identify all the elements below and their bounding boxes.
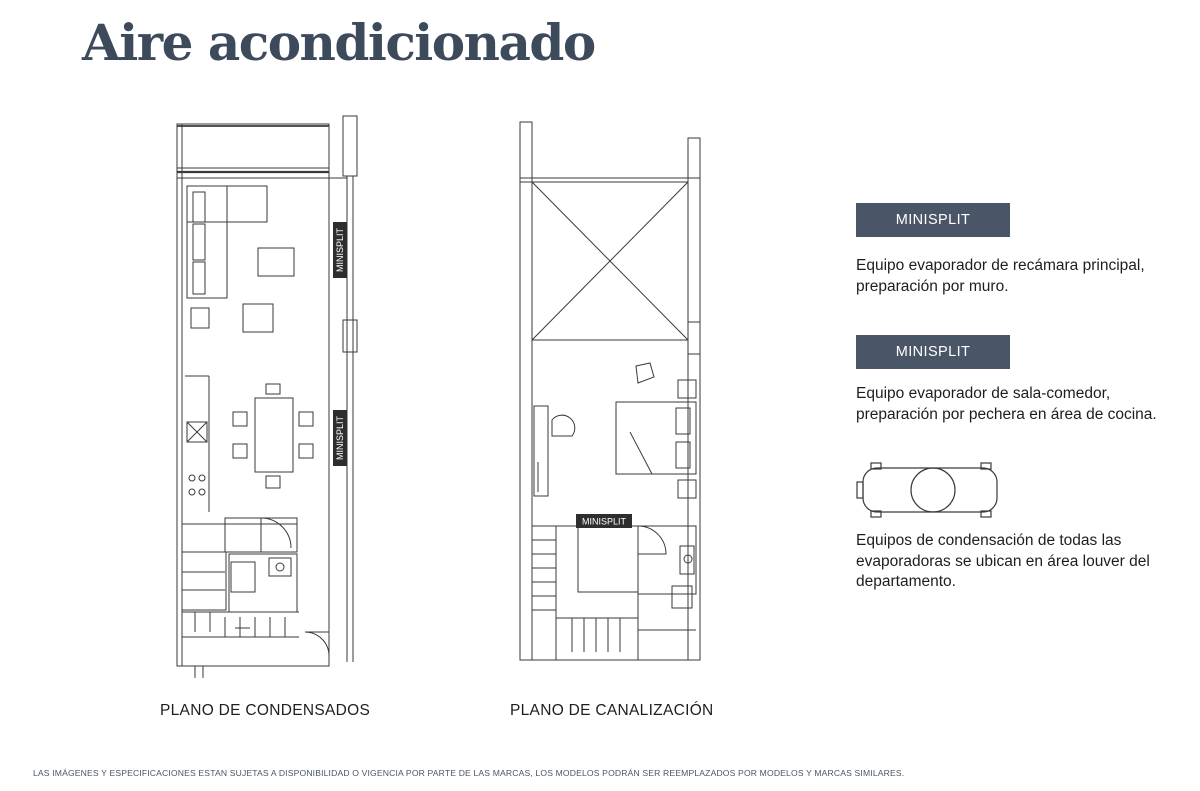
condensados-floor-plan — [165, 112, 365, 688]
svg-text:MINISPLIT: MINISPLIT — [335, 415, 346, 461]
minisplit-label-living — [333, 410, 347, 466]
legend-description-3: Equipos de condensación de todas las evaporadoras se ubican en área louver del departamento. — [856, 532, 1150, 590]
page-title: Aire acondicionado — [82, 13, 595, 72]
legend-description-2: Equipo evaporador de sala-comedor, preparación por pechera en área de cocina. — [856, 385, 1157, 423]
svg-text:MINISPLIT: MINISPLIT — [335, 227, 346, 273]
condenser-unit-icon — [853, 460, 1003, 520]
disclaimer-footnote: LAS IMÁGENES Y ESPECIFICACIONES ESTAN SUJETAS A DISPONIBILIDAD O VIGENCIA POR PARTE DE LAS MARCAS, LOS MODELOS PODRÁN SER REEMPLAZADOS POR MODELOS Y MARCAS SIMILARES. — [33, 768, 905, 778]
minisplit-label-bedroom — [333, 222, 347, 278]
legend-description-1: Equipo evaporador de recámara principal, preparación por muro. — [856, 257, 1145, 295]
minisplit-label-stairs — [576, 514, 632, 528]
canalizacion-plan-caption: PLANO DE CANALIZACIÓN — [510, 702, 714, 719]
minisplit-badge-2: MINISPLIT — [856, 335, 1010, 369]
svg-text:MINISPLIT: MINISPLIT — [581, 516, 627, 527]
minisplit-badge-1: MINISPLIT — [856, 203, 1010, 237]
condensados-plan-caption: PLANO DE CONDENSADOS — [160, 702, 371, 719]
canalizacion-floor-plan — [512, 112, 712, 672]
